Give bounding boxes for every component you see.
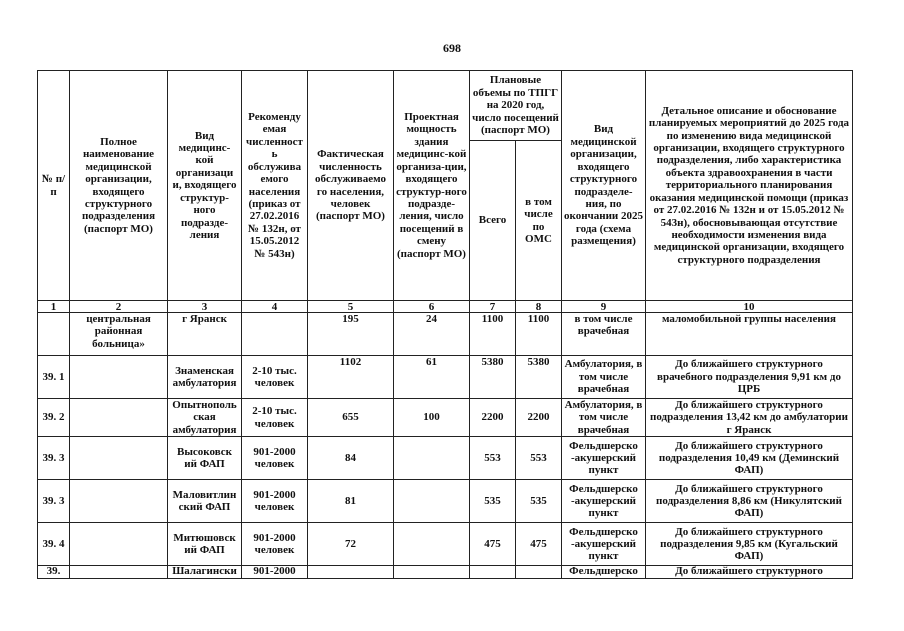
planned-total: 553 <box>470 437 516 480</box>
design-capacity <box>394 437 470 480</box>
recommended-population: 901-2000 <box>242 566 308 579</box>
org-name <box>70 566 168 579</box>
design-capacity <box>394 566 470 579</box>
actual-population: 655 <box>308 399 394 437</box>
row-number: 39. 4 <box>38 523 70 566</box>
design-capacity <box>394 480 470 523</box>
row-number: 39. 3 <box>38 437 70 480</box>
column-number: 9 <box>562 301 646 313</box>
actual-population <box>308 566 394 579</box>
header-type: Вид медицинс-кой организаци и, входящего структур-ного подразде-ления <box>168 71 242 301</box>
org-name: центральная районная больница» <box>70 313 168 356</box>
org-name <box>70 399 168 437</box>
actual-population: 72 <box>308 523 394 566</box>
facility-type: Маловитлин ский ФАП <box>168 480 242 523</box>
actual-population: 81 <box>308 480 394 523</box>
column-number: 4 <box>242 301 308 313</box>
header-total: Всего <box>470 141 516 301</box>
planned-oms <box>516 566 562 579</box>
table-row <box>38 480 853 523</box>
description: До ближайшего структурного подразделения 8,86 км (Никулятский ФАП) <box>646 480 853 523</box>
recommended-population: 901-2000 человек <box>242 437 308 480</box>
actual-population: 1102 <box>308 356 394 399</box>
recommended-population: 2-10 тыс. человек <box>242 399 308 437</box>
table-row <box>38 566 853 579</box>
type-2025: Фельдшерско -акушерский пункт <box>562 437 646 480</box>
header-description: Детальное описание и обоснование планируемых мероприятий до 2025 года по изменению вида медицинской организации, входящего структурного подразделения, либо характеристика объекта здравоохранения в части территориального планирования оказания медицинской помощи (приказ от 27.02.2016 № 132н и от 15.05.2012 № 543н), обосновывающая отсутствие необходимости изменения вида медицинской организации, входящего структурного подразделения <box>646 71 853 301</box>
row-number: 39. 1 <box>38 356 70 399</box>
design-capacity: 24 <box>394 313 470 356</box>
planned-total: 1100 <box>470 313 516 356</box>
org-name <box>70 480 168 523</box>
table-row <box>38 356 853 399</box>
table-row <box>38 313 853 356</box>
column-numbers-row <box>38 301 853 313</box>
planned-oms: 475 <box>516 523 562 566</box>
page-number: 698 <box>443 41 461 55</box>
planned-oms: 1100 <box>516 313 562 356</box>
header-actual: Фактическая численность обслуживаемо го населения, человек (паспорт МО) <box>308 71 394 301</box>
description: До ближайшего структурного врачебного подразделения 9,91 км до ЦРБ <box>646 356 853 399</box>
actual-population: 84 <box>308 437 394 480</box>
header-capacity: Проектная мощность здания медицинс-кой организа-ции, входящего структур-ного подразде-ления, число посещений в смену (паспорт МО) <box>394 71 470 301</box>
design-capacity <box>394 523 470 566</box>
header-recommended: Рекоменду емая численност ь обслужива емого населения (приказ от 27.02.2016 № 132н, от 15.05.2012 № 543н) <box>242 71 308 301</box>
planned-oms: 5380 <box>516 356 562 399</box>
org-name <box>70 437 168 480</box>
row-number: 39. 2 <box>38 399 70 437</box>
planned-total <box>470 566 516 579</box>
row-number: 39. <box>38 566 70 579</box>
facility-type: Знаменская амбулатория <box>168 356 242 399</box>
description: До ближайшего структурного подразделения 10,49 км (Деминский ФАП) <box>646 437 853 480</box>
column-number: 10 <box>646 301 853 313</box>
header-planned-volumes: Плановые объемы по ТПГГ на 2020 год, число посещений (паспорт МО) <box>470 71 562 141</box>
type-2025: Фельдшерско -акушерский пункт <box>562 523 646 566</box>
recommended-population <box>242 313 308 356</box>
column-number: 7 <box>470 301 516 313</box>
header-oms: в том числе по ОМС <box>516 141 562 301</box>
org-name <box>70 523 168 566</box>
column-number: 5 <box>308 301 394 313</box>
column-number: 2 <box>70 301 168 313</box>
facility-type: Митюшовск ий ФАП <box>168 523 242 566</box>
planned-total: 5380 <box>470 356 516 399</box>
header-row-1 <box>38 71 853 141</box>
description: До ближайшего структурного подразделения 13,42 км до амбулатории г Яранск <box>646 399 853 437</box>
recommended-population: 901-2000 человек <box>242 523 308 566</box>
description: До ближайшего структурного подразделения 9,85 км (Кугальский ФАП) <box>646 523 853 566</box>
type-2025: Фельдшерско -акушерский пункт <box>562 480 646 523</box>
facility-type: г Яранск <box>168 313 242 356</box>
table-row <box>38 437 853 480</box>
facility-type: Высоковск ий ФАП <box>168 437 242 480</box>
column-number: 3 <box>168 301 242 313</box>
table-row <box>38 523 853 566</box>
planned-oms: 2200 <box>516 399 562 437</box>
actual-population: 195 <box>308 313 394 356</box>
recommended-population: 901-2000 человек <box>242 480 308 523</box>
type-2025: Фельдшерско <box>562 566 646 579</box>
column-number: 8 <box>516 301 562 313</box>
org-name <box>70 356 168 399</box>
type-2025: Амбулатория, в том числе врачебная <box>562 399 646 437</box>
column-number: 6 <box>394 301 470 313</box>
header-org: Полное наименование медицинской организации, входящего структурного подразделения (паспорт МО) <box>70 71 168 301</box>
planned-total: 535 <box>470 480 516 523</box>
recommended-population: 2-10 тыс. человек <box>242 356 308 399</box>
planned-total: 475 <box>470 523 516 566</box>
planned-total: 2200 <box>470 399 516 437</box>
description: маломобильной группы населения <box>646 313 853 356</box>
facilities-table <box>37 70 853 579</box>
planned-oms: 535 <box>516 480 562 523</box>
type-2025: Амбулатория, в том числе врачебная <box>562 356 646 399</box>
design-capacity: 61 <box>394 356 470 399</box>
facility-type: Опытнополь ская амбулатория <box>168 399 242 437</box>
design-capacity: 100 <box>394 399 470 437</box>
row-number: 39. 3 <box>38 480 70 523</box>
planned-oms: 553 <box>516 437 562 480</box>
facility-type: Шалагински <box>168 566 242 579</box>
table-row <box>38 399 853 437</box>
type-2025: в том числе врачебная <box>562 313 646 356</box>
column-number: 1 <box>38 301 70 313</box>
header-type-2025: Вид медицинской организации, входящего структурного подразделе-ния, по окончании 2025 года (схема размещения) <box>562 71 646 301</box>
row-number <box>38 313 70 356</box>
header-num: № п/п <box>38 71 70 301</box>
description: До ближайшего структурного <box>646 566 853 579</box>
